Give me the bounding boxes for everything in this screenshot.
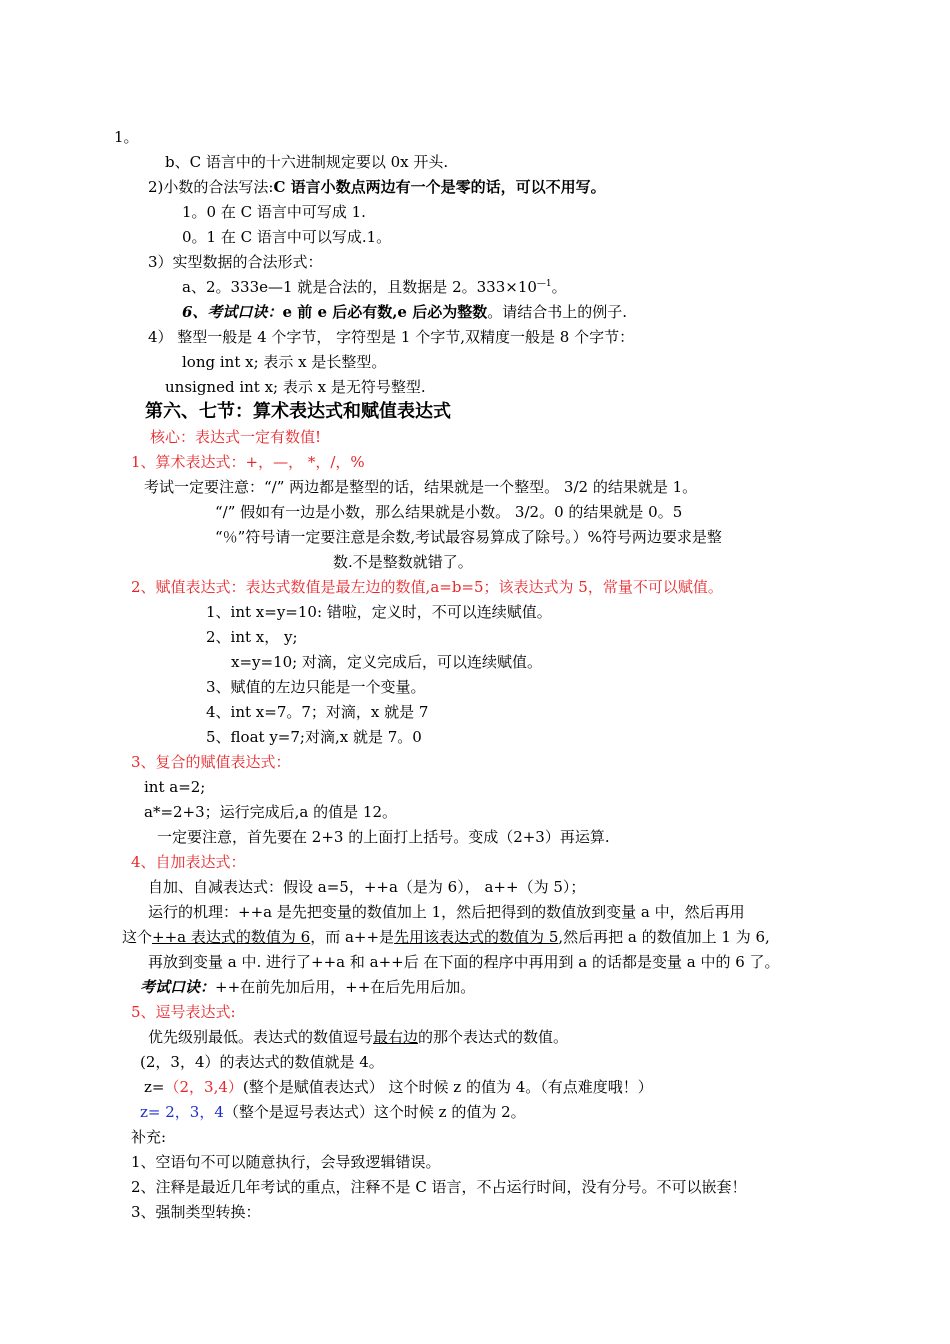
text-line: 5、float y=7;对滴,x 就是 7。0 bbox=[206, 728, 422, 746]
text-segment: (整个是赋值表达式） 这个时候 z 的值为 4。（有点难度哦！） bbox=[242, 1078, 653, 1096]
superscript: —1 bbox=[536, 279, 552, 289]
subsection-heading: 4、自加表达式： bbox=[131, 853, 246, 871]
text-line: 2、注释是最近几年考试的重点，注释不是 C 语言，不占运行时间，没有分号。不可以嵌套！ bbox=[131, 1178, 747, 1196]
text-line: 数.不是整数就错了。 bbox=[333, 553, 473, 571]
text-line: 2、int x， y; bbox=[206, 628, 298, 646]
text-line: 1、空语句不可以随意执行，会导致逻辑错误。 bbox=[131, 1153, 441, 1171]
text-segment: 2)小数的合法写法: bbox=[148, 178, 274, 196]
text-line: 考试一定要注意：“/” 两边都是整型的话，结果就是一个整型。 3/2 的结果就是 1。 bbox=[144, 478, 698, 496]
text-line: (2，3，4）的表达式的数值就是 4。 bbox=[140, 1053, 384, 1071]
bold-text: C 语言小数点两边有一个是零的话，可以不用写。 bbox=[273, 178, 606, 196]
text-line: 1、int x=y=10: 错啦，定义时，不可以连续赋值。 bbox=[206, 603, 552, 621]
section-heading: 第六、七节：算术表达式和赋值表达式 bbox=[145, 401, 451, 422]
subsection-heading: 5、逗号表达式: bbox=[131, 1003, 236, 1021]
underlined-text: 最右边 bbox=[373, 1028, 419, 1046]
text-line: 核心：表达式一定有数值! bbox=[150, 428, 322, 446]
text-line bbox=[140, 977, 475, 997]
text-line: “％”符号请一定要注意是余数,考试最容易算成了除号。）%符号两边要求是整 bbox=[215, 528, 722, 546]
text-segment: （整个是逗号表达式）这个时候 z 的值为 2。 bbox=[223, 1103, 526, 1121]
text-line: 1。 bbox=[114, 128, 139, 146]
text-line: 3）实型数据的合法形式： bbox=[148, 253, 323, 271]
subsection-heading: 2、赋值表达式：表达式数值是最左边的数值,a=b=5；该表达式为 5，常量不可以赋值。 bbox=[131, 578, 723, 596]
text-line bbox=[182, 302, 627, 322]
text-line: unsigned int x; 表示 x 是无符号整型. bbox=[165, 378, 426, 396]
text-segment: z= bbox=[144, 1078, 165, 1096]
underlined-text: 先用该表达式的数值为 5 bbox=[394, 928, 559, 946]
text-line: int a=2; bbox=[144, 778, 206, 796]
text-line: “/” 假如有一边是小数，那么结果就是小数。 3/2。0 的结果就是 0。5 bbox=[215, 503, 683, 521]
text-segment: ++在前先加后用，++在后先用后加。 bbox=[215, 978, 476, 996]
mnemonic-label: 6、考试口诀： bbox=[182, 303, 283, 321]
blue-text: z= 2，3，4 bbox=[140, 1103, 224, 1121]
text-line bbox=[148, 1027, 568, 1047]
text-line: 0。1 在 C 语言中可以写成.1。 bbox=[182, 228, 392, 246]
text-line: b、C 语言中的十六进制规定要以 0x 开头. bbox=[165, 153, 449, 171]
text-segment: 。 bbox=[551, 278, 567, 296]
text-line bbox=[140, 1102, 526, 1122]
text-line: a*=2+3；运行完成后,a 的值是 12。 bbox=[144, 803, 398, 821]
text-line bbox=[148, 177, 606, 197]
text-line: 再放到变量 a 中. 进行了++a 和 a++后 在下面的程序中再用到 a 的话都是变量 a 中的 6 了。 bbox=[148, 953, 780, 971]
text-line bbox=[182, 277, 567, 297]
text-line bbox=[144, 1077, 653, 1097]
text-line: 补充: bbox=[131, 1128, 167, 1146]
subsection-heading: 3、复合的赋值表达式： bbox=[131, 753, 291, 771]
text-line: 4） 整型一般是 4 个字节， 字符型是 1 个字节,双精度一般是 8 个字节： bbox=[148, 328, 635, 346]
text-line: long int x; 表示 x 是长整型。 bbox=[182, 353, 387, 371]
text-segment: ，而 a++是 bbox=[310, 928, 395, 946]
bold-text: e 前 e 后必有数,e 后必为整数 bbox=[282, 303, 488, 321]
text-line: 运行的机理：++a 是先把变量的数值加上 1，然后把得到的数值放到变量 a 中，然后再用 bbox=[148, 903, 745, 921]
text-segment: a、2。333e—1 就是合法的，且数据是 2。333×10 bbox=[182, 278, 537, 296]
underlined-text: ++a 表达式的数值为 6 bbox=[152, 928, 311, 946]
text-line: 自加、自减表达式：假设 a=5，++a（是为 6）， a++（为 5）； bbox=[148, 878, 586, 896]
mnemonic-label: 考试口诀： bbox=[140, 978, 216, 996]
text-line bbox=[122, 927, 770, 947]
text-segment: 的那个表达式的数值。 bbox=[418, 1028, 569, 1046]
subsection-heading: 1、算术表达式：+，—， *，/，% bbox=[131, 453, 365, 471]
red-text: （2，3,4） bbox=[164, 1078, 243, 1096]
text-line: 一定要注意，首先要在 2+3 的上面打上括号。变成（2+3）再运算. bbox=[157, 828, 610, 846]
text-line: x=y=10; 对滴，定义完成后，可以连续赋值。 bbox=[231, 653, 542, 671]
text-segment: 这个 bbox=[122, 928, 153, 946]
text-segment: ,然后再把 a 的数值加上 1 为 6, bbox=[558, 928, 770, 946]
text-line: 3、强制类型转换： bbox=[131, 1203, 261, 1221]
text-line: 3、赋值的左边只能是一个变量。 bbox=[206, 678, 426, 696]
text-segment: 。请结合书上的例子. bbox=[487, 303, 627, 321]
text-line: 1。0 在 C 语言中可写成 1. bbox=[182, 203, 366, 221]
text-line: 4、int x=7。7；对滴，x 就是 7 bbox=[206, 703, 429, 721]
text-segment: 优先级别最低。表达式的数值逗号 bbox=[148, 1028, 374, 1046]
